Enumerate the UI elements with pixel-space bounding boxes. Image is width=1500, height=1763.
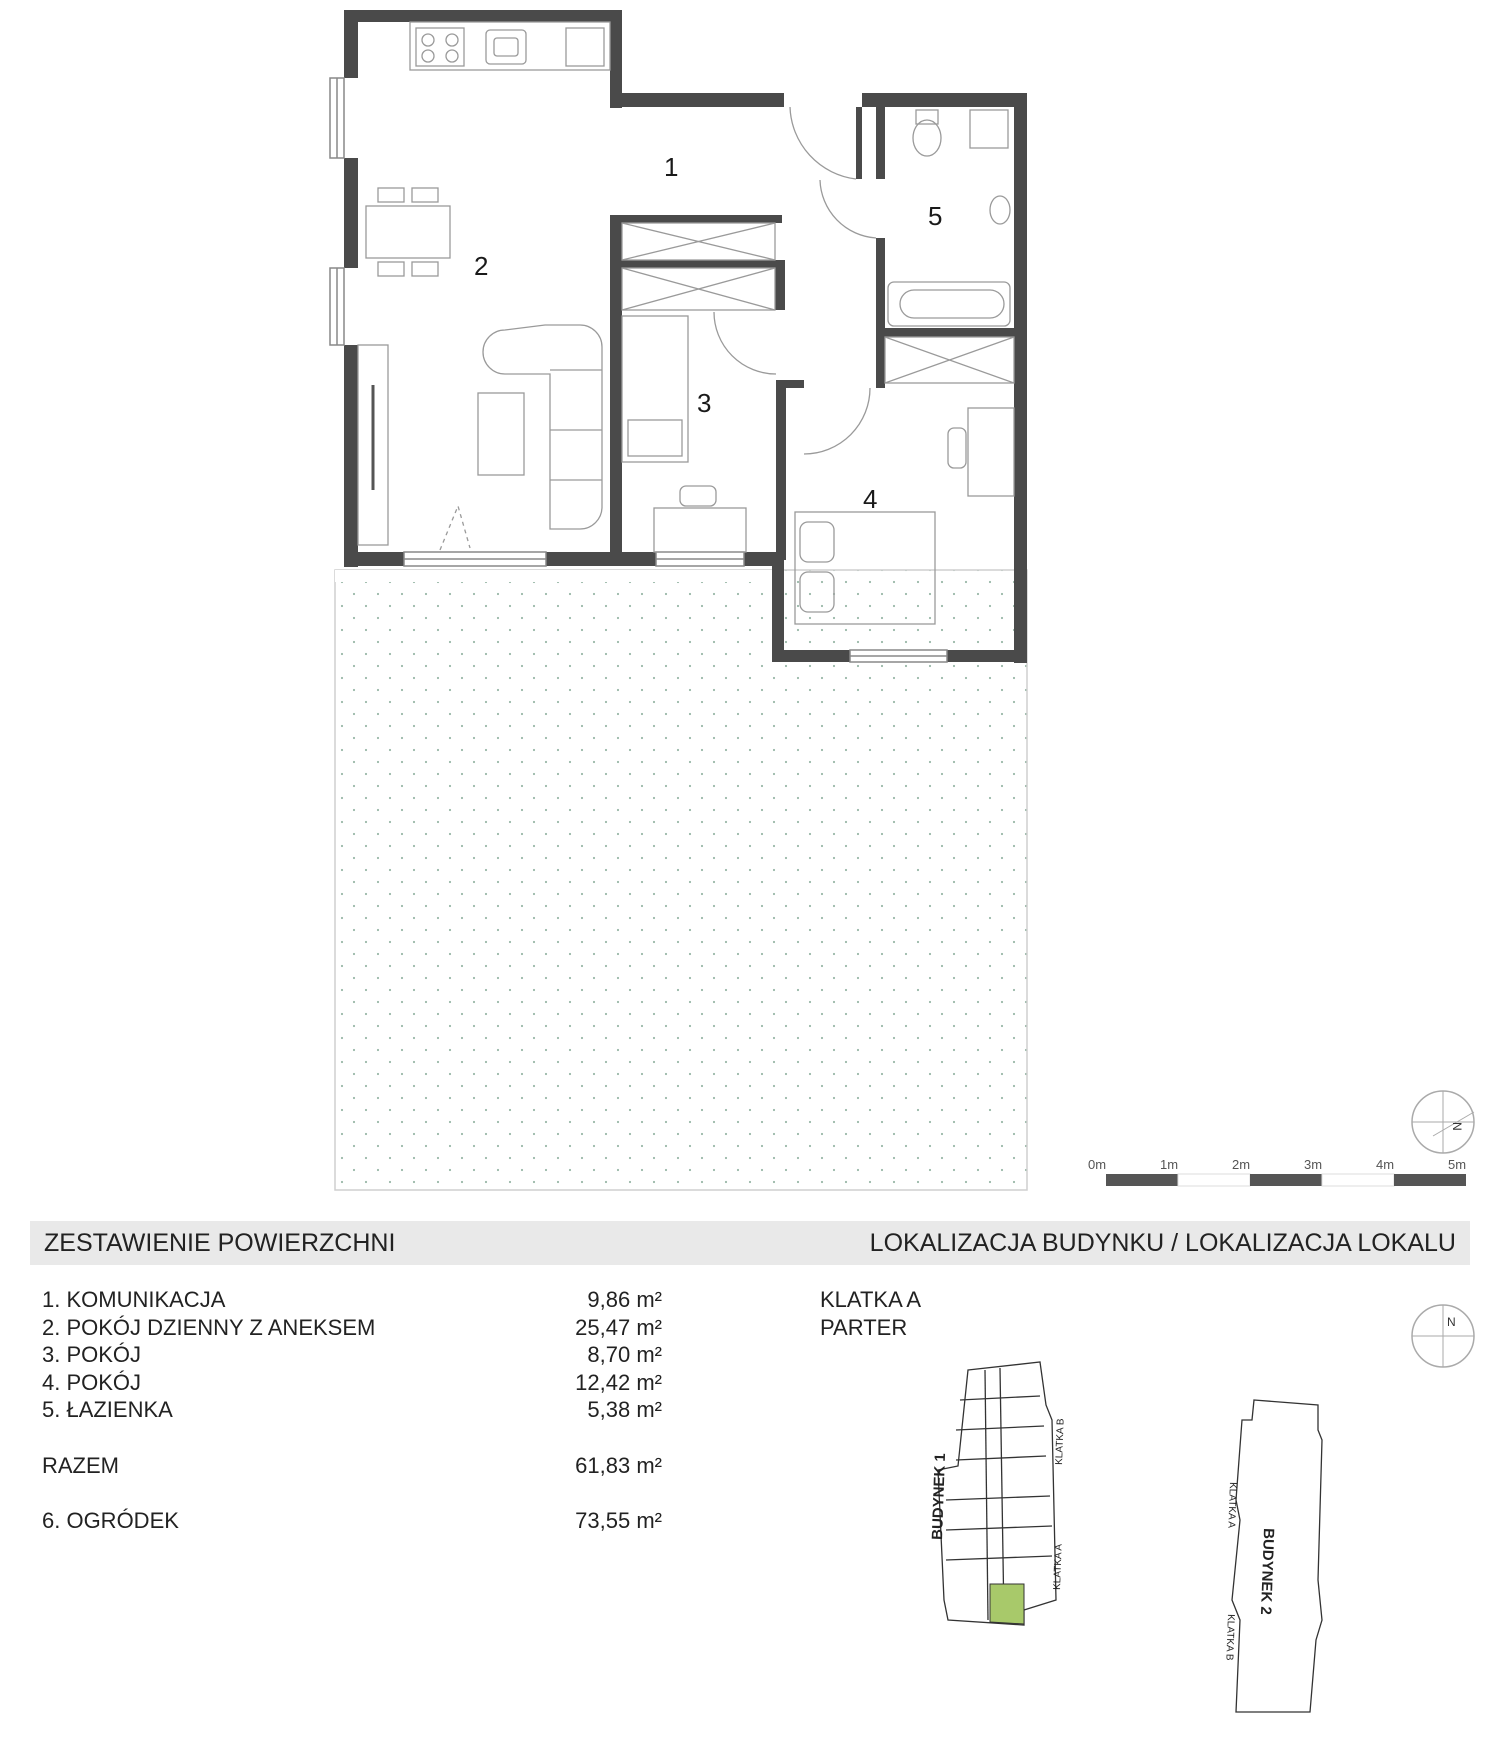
area-label: 5. ŁAZIENKA xyxy=(42,1397,173,1422)
area-row xyxy=(42,1314,662,1342)
room-label-3: 3 xyxy=(697,388,712,418)
garden-label: 6. OGRÓDEK xyxy=(42,1508,179,1533)
scale-tick-3: 3m xyxy=(1304,1157,1323,1172)
area-row xyxy=(42,1286,662,1314)
staircase-label: KLATKA A xyxy=(820,1287,922,1312)
building-2-label: BUDYNEK 2 xyxy=(1256,1527,1277,1616)
garden-row xyxy=(42,1507,662,1535)
total-label: RAZEM xyxy=(42,1452,119,1478)
section-header-bar xyxy=(30,1221,1470,1265)
scale-tick-2: 2m xyxy=(1232,1157,1251,1172)
area-label: 2. POKÓJ DZIENNY Z ANEKSEM xyxy=(42,1314,376,1340)
compass2-north-label: N xyxy=(1447,1315,1456,1329)
scale-tick-0: 0m xyxy=(1088,1157,1107,1172)
area-label: 3. POKÓJ xyxy=(42,1342,142,1367)
area-value: 8,70 m² xyxy=(587,1342,662,1367)
area-label: 1. KOMUNIKACJA xyxy=(42,1287,226,1312)
garden-value: 73,55 m² xyxy=(575,1508,662,1533)
area-value: 12,42 m² xyxy=(575,1369,662,1395)
area-value: 25,47 m² xyxy=(575,1314,662,1340)
stair-b-label-b1: KLATKA B xyxy=(1054,1418,1067,1466)
compass-icon xyxy=(1412,1091,1474,1153)
room-label-2: 2 xyxy=(474,251,489,281)
room-label-1: 1 xyxy=(664,152,679,182)
area-value: 5,38 m² xyxy=(587,1397,662,1422)
building-1-label: BUDYNEK 1 xyxy=(929,1452,950,1541)
location-heading: LOKALIZACJA BUDYNKU / LOKALIZACJA LOKALU xyxy=(869,1229,1456,1257)
scale-tick-5: 5m xyxy=(1448,1157,1467,1172)
stair-a-label-b1: KLATKA A xyxy=(1052,1543,1065,1591)
garden xyxy=(335,570,1027,1190)
floor-label: PARTER xyxy=(820,1314,908,1340)
total-value: 61,83 m² xyxy=(575,1452,662,1478)
area-value: 9,86 m² xyxy=(587,1287,662,1312)
area-label: 4. POKÓJ xyxy=(42,1369,142,1395)
scale-bar xyxy=(1088,1157,1466,1186)
area-row xyxy=(42,1341,662,1369)
location-info xyxy=(820,1286,921,1341)
total-row xyxy=(42,1452,662,1480)
unit-highlight xyxy=(990,1584,1024,1624)
room-label-4: 4 xyxy=(863,484,878,514)
area-row xyxy=(42,1396,662,1424)
compass-north-label: N xyxy=(1450,1122,1464,1131)
scale-tick-1: 1m xyxy=(1160,1157,1179,1172)
stair-a-label-b2: KLATKA A xyxy=(1225,1481,1238,1529)
room-labels xyxy=(474,152,942,514)
stair-b-label-b2: KLATKA B xyxy=(1223,1613,1236,1661)
furniture xyxy=(358,22,1014,624)
scale-tick-4: 4m xyxy=(1376,1157,1395,1172)
room-label-5: 5 xyxy=(928,201,943,231)
area-row xyxy=(42,1369,662,1397)
summary-heading: ZESTAWIENIE POWIERZCHNI xyxy=(44,1229,396,1257)
compass-icon-location xyxy=(1412,1305,1474,1367)
area-summary xyxy=(42,1286,662,1535)
